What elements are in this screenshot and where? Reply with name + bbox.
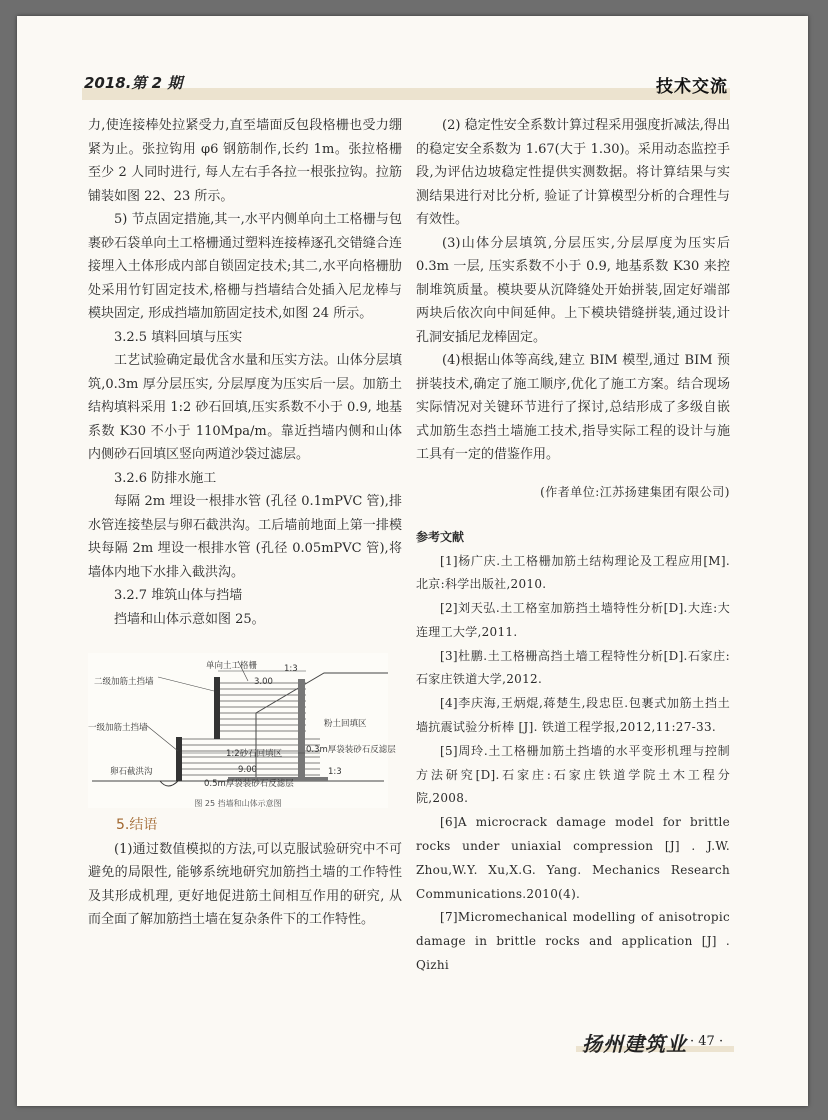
paragraph: 每隔 2m 埋设一根排水管 (孔径 0.1mPVC 管),排水管连接垫层与卵石截洪沟。工后墙前地面上第一排模块每隔 2m 埋设一根排水管 (孔径 0.05mPVC 管),将墙体内地下水排入截洪沟。 <box>88 494 402 580</box>
paragraph: 力,使连接棒处拉紧受力,直至墙面反包段格栅也受力绷紧为止。张拉钩用 φ6 钢筋制作,长约 1m。张拉格栅至少 2 人同时进行, 每人左右手各拉一根张拉钩。拉筋铺装如图 22、23 所示。 <box>88 118 402 204</box>
reference-item: [1]杨广庆.土工格栅加筋土结构理论及工程应用[M].北京:科学出版社,2010. <box>416 553 730 592</box>
paragraph: (2) 稳定性安全系数计算过程采用强度折减法,得出的稳定安全系数为 1.67(大于 1.30)。采用动态监控手段,为评估边坡稳定性提供实测数据。将计算结果与实测结果进行对比分析, 验证了计算模型分析的合理性与有效性。 <box>416 118 730 227</box>
figure-25 <box>88 653 396 808</box>
section-heading: 3.2.5 填料回填与压实 <box>114 329 243 345</box>
section-heading: 3.2.7 堆筑山体与挡墙 <box>114 588 243 603</box>
reference-item: [5]周玲.土工格栅加筋土挡墙的水平变形机理与控制方法研究[D].石家庄:石家庄铁道学院土木工程分院,2008. <box>416 743 730 806</box>
paragraph: (4)根据山体等高线,建立 BIM 模型,通过 BIM 预拼装技术,确定了施工顺序,优化了施工方案。结合现场实际情况对关键环节进行了探讨,总结形成了多级自嵌式加筋生态挡土墙施工技术,指导实际工程的设计与施工具有一定的借鉴作用。 <box>416 353 730 462</box>
paragraph: (3)山体分层填筑,分层压实,分层厚度为压实后 0.3m 一层, 压实系数不小于 0.9, 地基系数 K30 来控制堆筑质量。模块要从沉降缝处开始拼装,固定好端部两块后依次向中间延伸。上下模块错缝拼装,通过设计孔洞安插尼龙棒固定。 <box>416 235 730 345</box>
paragraph: (1)通过数值模拟的方法,可以克服试验研究中不可避免的局限性, 能够系统地研究加筋挡土墙的工作特性及其形成机理, 更好地促进筋土间相互作用的研究, 从而全面了解加筋挡土墙在复杂条件下的工作特性。 <box>88 841 402 927</box>
label-level2: 二级加筋土挡墙 <box>94 677 154 687</box>
label-dim2: 9.00 <box>238 765 257 775</box>
reference-item: [2]刘天弘.土工格室加筋挡土墙特性分析[D].大连:大连理工大学,2011. <box>416 601 730 639</box>
reference-item: [4]李庆海,王炳焜,蒋楚生,段忠臣.包裹式加筋土挡土墙抗震试验分析棒 [J]. 铁道工程学报,2012,11:27-33. <box>416 696 730 735</box>
label-geogrid: 单向土工格栅 <box>206 661 258 671</box>
references-title: 参考文献 <box>416 530 465 544</box>
label-dim1: 3.00 <box>254 677 273 687</box>
label-mountain: 粉土回填区 <box>324 719 367 729</box>
issue-label: 2018.第 2 期 <box>84 74 183 92</box>
paragraph: 5) 节点固定措施,其一,水平内侧单向土工格栅与包裹砂石袋单向土工格栅通过塑料连接棒逐孔交错缝合连接埋入土体形成内部自锁固定技术;其二,水平向格栅肋处采用竹钉固定技术,格栅与挡墙结合处插入尼龙棒与模块固定, 形成挡墙加筋固定技术,如图 24 所示。 <box>88 212 402 321</box>
label-slope: 1:3 <box>284 664 298 674</box>
left-column <box>88 114 402 932</box>
column-title: 技术交流 <box>656 77 728 97</box>
label-gravel: 1:2砂石回填区 <box>226 749 283 759</box>
section-heading: 3.2.6 防排水施工 <box>114 470 217 486</box>
page-number: · 47 · <box>690 1034 724 1049</box>
paragraph: 工艺试验确定最优含水量和压实方法。山体分层填筑,0.3m 厚分层压实, 分层厚度为压实后一层。加筋土结构填料采用 1:2 砂石回填,压实系数不小于 0.9, 地基系数 K30 不小于 110Mpa/m。靠近挡墙内侧和山体内侧砂石回填区竖向两道沙袋过滤层。 <box>88 353 402 462</box>
reference-item: [3]杜鹏.土工格栅高挡土墙工程特性分析[D].石家庄:石家庄铁道大学,2012. <box>416 648 730 687</box>
figure-caption: 图 25 挡墙和山体示意图 <box>194 799 282 808</box>
author-affiliation: (作者单位:江苏扬建集团有限公司) <box>540 484 730 499</box>
reference-item: [7]Micromechanical modelling of anisotropic damage in brittle rocks and application [J] . Qizhi <box>416 910 730 973</box>
journal-logo: 扬州建筑业 <box>582 1032 687 1056</box>
right-column <box>416 114 730 978</box>
label-bag03: 0.3m厚袋装砂石反滤层 <box>306 745 396 755</box>
label-level1: 一级加筋土挡墙 <box>88 723 148 733</box>
reference-item: [6]A microcrack damage model for brittle rocks under uniaxial compression [J] . J.W. Zhou,W.Y. Xu,X.G. Yang. Mechanics Research Communications.2010(4). <box>416 815 730 901</box>
paragraph: 挡墙和山体示意如图 25。 <box>114 611 265 627</box>
label-bag05: 0.5m厚袋装砂石反滤层 <box>204 779 294 789</box>
label-ditch: 卵石截洪沟 <box>110 767 153 777</box>
label-slope2: 1:3 <box>328 767 342 777</box>
section-heading: 5.结语 <box>116 817 158 833</box>
